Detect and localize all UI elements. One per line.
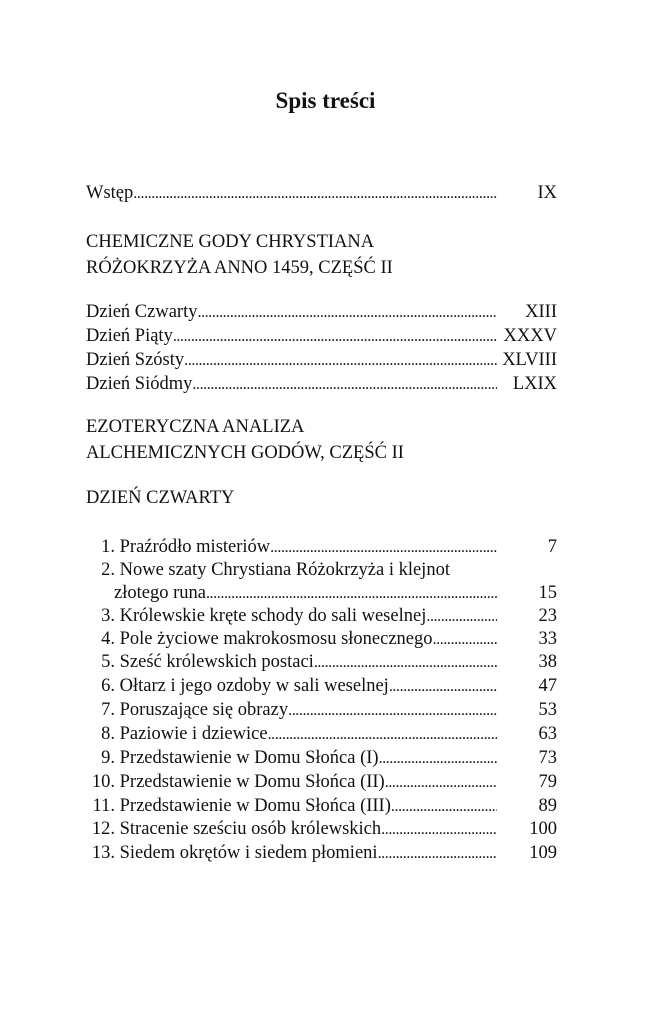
chapter-title: Paziowie i dziewice [119,724,268,744]
chapter-title: Stracenie sześciu osób królewskich [119,819,382,839]
chapter-title: Siedem okrętów i siedem płomieni [119,843,378,863]
entry-title: Wstęp [86,183,134,203]
entry-page: XXXV [503,326,557,346]
chapter-title: Pole życiowe makrokosmosu słonecznego [119,629,433,649]
chapter-title: Poruszające się obrazy [119,700,289,720]
dot-leader [173,323,497,350]
page-title: Spis treści [275,88,376,113]
chapter-page: 53 [538,700,557,720]
chapter-page: 89 [538,796,557,816]
chapter-number: 8. [101,724,115,744]
toc-entry[interactable] [86,347,557,373]
chapter-page: 63 [538,724,557,744]
toc-chapter[interactable] [86,649,557,675]
chapter-number: 11. [92,796,115,816]
chapter-title: Sześć królewskich postaci [119,652,314,672]
chapter-page: 79 [538,772,557,792]
chapter-title: Królewskie kręte schody do sali weselnej [119,606,427,626]
toc-entry-intro[interactable] [86,180,557,206]
dot-leader [197,299,497,326]
dot-leader [268,721,497,748]
toc-entry[interactable] [86,371,557,397]
entry-page: LXIX [512,374,557,394]
chapter-number: 5. [101,652,115,672]
dot-leader [379,745,497,772]
chapter-number: 2. [101,560,115,580]
chapter-page: 100 [529,819,557,839]
dot-leader [385,769,497,796]
chapter-page: 23 [538,606,557,626]
chapter-title: Nowe szaty Chrystiana Różokrzyża i klejnot [119,560,450,580]
chapter-number: 1. [101,537,115,557]
toc-chapter[interactable] [86,697,557,723]
chapter-title: Przedstawienie w Domu Słońca (II) [119,772,385,792]
chapter-number: 10. [91,772,115,792]
section-heading-part1-line2: RÓŻOKRZYŻA ANNO 1459, CZĘŚĆ II [86,258,393,278]
chapter-title: Przedstawienie w Domu Słońca (III) [119,796,391,816]
chapter-page: 109 [529,843,557,863]
chapter-page: 38 [538,652,557,672]
entry-title: Dzień Siódmy [86,374,193,394]
chapter-number: 9. [101,748,115,768]
chapter-number: 13. [91,843,115,863]
dot-leader [314,649,497,676]
chapter-page: 15 [538,583,557,603]
chapter-number: 7. [101,700,115,720]
dot-leader [288,697,497,724]
dot-leader [381,816,497,843]
chapter-number: 4. [101,629,115,649]
toc-chapter[interactable] [86,745,557,771]
chapter-page: 47 [538,676,557,696]
dot-leader [133,180,497,207]
chapter-number: 6. [101,676,115,696]
chapter-page: 7 [547,537,557,557]
toc-entry[interactable] [86,299,557,325]
entry-page: XIII [525,302,557,322]
subsection-heading-day4: DZIEŃ CZWARTY [86,488,235,508]
toc-chapter[interactable] [86,769,557,795]
entry-title: Dzień Czwarty [86,302,198,322]
entry-page: IX [537,183,557,203]
chapter-title: Przedstawienie w Domu Słońca (I) [119,748,379,768]
section-heading-part1-line1: CHEMICZNE GODY CHRYSTIANA [86,232,375,252]
toc-chapter[interactable] [86,721,557,747]
dot-leader [389,673,497,700]
chapter-page: 73 [538,748,557,768]
chapter-title-continued: złotego runa [114,583,206,603]
chapter-title: Praźródło misteriów [119,537,271,557]
dot-leader [192,371,497,398]
chapter-page: 33 [538,629,557,649]
entry-page: XLVIII [502,350,557,370]
dot-leader [378,840,497,867]
toc-chapter[interactable] [86,840,557,866]
chapter-number: 3. [101,606,115,626]
chapter-title: Ołtarz i jego ozdoby w sali weselnej [119,676,389,696]
toc-entry[interactable] [86,323,557,349]
section-heading-part2-line2: ALCHEMICZNYCH GODÓW, CZĘŚĆ II [86,443,404,463]
entry-title: Dzień Piąty [86,326,173,346]
toc-chapter[interactable] [86,816,557,842]
section-heading-part2-line1: EZOTERYCZNA ANALIZA [86,417,305,437]
chapter-number: 12. [91,819,115,839]
entry-title: Dzień Szósty [86,350,185,370]
toc-chapter[interactable] [86,673,557,699]
dot-leader [184,347,497,374]
